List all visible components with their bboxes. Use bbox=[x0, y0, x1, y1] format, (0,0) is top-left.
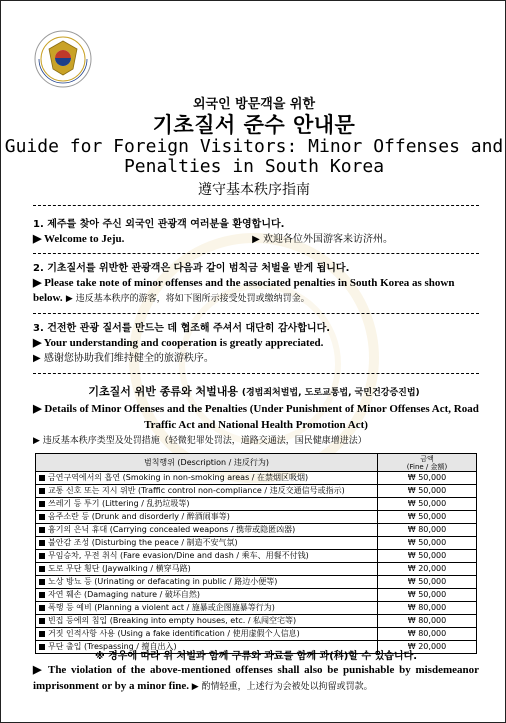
table-row bbox=[36, 589, 477, 602]
divider bbox=[33, 373, 479, 374]
header-offense: 범칙행위 (Description / 违反行为) bbox=[36, 454, 378, 472]
section-1-korean: 1. 제주를 찾아 주신 외국인 관광객 여러분을 환영합니다. bbox=[33, 219, 285, 230]
offense-description: 불안감 조성 (Disturbing the peace / 制造不安气氛) bbox=[48, 538, 238, 547]
details-heading-laws: (경범죄처벌법, 도로교통법, 국민건강증진법) bbox=[241, 388, 420, 398]
section-2-chinese: ▶ 违反基本秩序的游客，将如下图所示接受处罚或缴纳罚金。 bbox=[65, 294, 310, 304]
square-bullet-icon bbox=[39, 579, 45, 585]
square-bullet-icon bbox=[39, 475, 45, 481]
fine-amount: ₩ 50,000 bbox=[378, 498, 477, 511]
title-korean-line2: 기초질서 준수 안내문 bbox=[152, 113, 356, 137]
section-3-korean: 3. 건전한 관광 질서를 만드는 데 협조해 주셔서 대단히 감사합니다. bbox=[33, 323, 331, 334]
table-row bbox=[36, 472, 477, 485]
section-2-english: ▶ Please take note of minor offenses and the associated penalties in South Korea as shown below. bbox=[33, 277, 455, 304]
header-fine bbox=[378, 454, 477, 472]
table-row bbox=[36, 524, 477, 537]
details-heading-main: 기초질서 위반 종류와 처벌내용 bbox=[88, 385, 238, 398]
details-heading-korean bbox=[1, 383, 506, 399]
section-1-chinese: ▶ 欢迎各位外国游客来访济州。 bbox=[252, 234, 393, 245]
fine-amount: ₩ 50,000 bbox=[378, 511, 477, 524]
table-row bbox=[36, 537, 477, 550]
header-fine-korean: 금액 bbox=[420, 454, 434, 463]
fine-amount: ₩ 80,000 bbox=[378, 628, 477, 641]
section-2-korean: 2. 기초질서를 위반한 관광객은 다음과 같이 범칙금 처벌을 받게 됩니다. bbox=[33, 263, 350, 274]
offense-description: 흉기의 은닉 휴대 (Carrying concealed weapons / 携带或隐匿凶器) bbox=[48, 525, 296, 534]
fine-amount: ₩ 50,000 bbox=[378, 589, 477, 602]
offense-description: 무임승차, 무전 취식 (Fare evasion/Dine and dash / 乘车、用餐不付钱) bbox=[48, 551, 309, 560]
offense-description: 노상 방뇨 등 (Urinating or defacating in public / 路边小便等) bbox=[48, 577, 278, 586]
offense-description: 폭행 등 예비 (Planning a violent act / 施暴或企图施暴等行为) bbox=[48, 603, 275, 612]
fine-amount: ₩ 20,000 bbox=[378, 641, 477, 654]
square-bullet-icon bbox=[39, 540, 45, 546]
divider bbox=[33, 313, 479, 314]
offense-description: 빈집 등에의 침입 (Breaking into empty houses, etc. / 私闯空宅等) bbox=[48, 616, 297, 625]
offense-description: 거짓 인적사항 사용 (Using a fake identification / 使用虚假个人信息) bbox=[48, 629, 300, 638]
offense-description: 도로 무단 횡단 (Jaywalking / 横穿马路) bbox=[48, 564, 191, 573]
table-row bbox=[36, 628, 477, 641]
fine-amount: ₩ 50,000 bbox=[378, 472, 477, 485]
fines-table bbox=[35, 453, 477, 654]
fine-amount: ₩ 80,000 bbox=[378, 524, 477, 537]
square-bullet-icon bbox=[39, 514, 45, 520]
square-bullet-icon bbox=[39, 553, 45, 559]
table-row bbox=[36, 498, 477, 511]
fine-amount: ₩ 80,000 bbox=[378, 602, 477, 615]
square-bullet-icon bbox=[39, 501, 45, 507]
section-3-chinese: ▶ 感谢您协助我们维持健全的旅游秩序。 bbox=[33, 353, 214, 364]
fine-amount: ₩ 80,000 bbox=[378, 615, 477, 628]
offense-description: 쓰레기 등 투기 (Littering / 乱扔垃圾等) bbox=[48, 499, 190, 508]
divider bbox=[33, 253, 479, 254]
table-row bbox=[36, 615, 477, 628]
table-row bbox=[36, 602, 477, 615]
divider bbox=[33, 205, 479, 206]
fine-amount: ₩ 50,000 bbox=[378, 485, 477, 498]
offense-description: 교통 신호 또는 지시 위반 (Traffic control non-compliance / 违反交通信号或指示) bbox=[48, 486, 345, 495]
square-bullet-icon bbox=[39, 618, 45, 624]
table-header-row bbox=[36, 454, 477, 472]
header-fine-label: (Fine / 金额) bbox=[406, 462, 448, 471]
police-emblem-logo bbox=[33, 29, 93, 89]
section-1 bbox=[33, 217, 481, 247]
square-bullet-icon bbox=[39, 566, 45, 572]
section-2 bbox=[33, 261, 481, 307]
offense-description: 음주소란 등 (Drunk and disorderly / 醉酒闹事等) bbox=[48, 512, 230, 521]
section-3-english: ▶ Your understanding and cooperation is greatly appreciated. bbox=[33, 337, 324, 349]
offense-description: 자연 훼손 (Damaging nature / 破坏自然) bbox=[48, 590, 200, 599]
fine-amount: ₩ 50,000 bbox=[378, 550, 477, 563]
offense-description: 금연구역에서의 흡연 (Smoking in non-smoking areas / 在禁烟区吸烟) bbox=[48, 473, 309, 482]
section-1-english: ▶ Welcome to Jeju. bbox=[33, 233, 125, 245]
fine-amount: ₩ 50,000 bbox=[378, 576, 477, 589]
table-row bbox=[36, 576, 477, 589]
footer-note-english bbox=[33, 662, 479, 695]
offense-description: 무단 출입 (Trespassing / 擅自出入) bbox=[48, 642, 177, 651]
table-row bbox=[36, 563, 477, 576]
square-bullet-icon bbox=[39, 527, 45, 533]
square-bullet-icon bbox=[39, 592, 45, 598]
square-bullet-icon bbox=[39, 488, 45, 494]
fine-amount: ₩ 20,000 bbox=[378, 563, 477, 576]
title-english: Guide for Foreign Visitors: Minor Offenses and Penalties in South Korea bbox=[4, 136, 504, 177]
table-body bbox=[36, 472, 477, 654]
square-bullet-icon bbox=[39, 631, 45, 637]
title-chinese: 遵守基本秩序指南 bbox=[198, 182, 310, 198]
table-row bbox=[36, 485, 477, 498]
details-heading-english: ▶ Details of Minor Offenses and the Penalties (Under Punishment of Minor Offenses Act, Road Traffic Act and National Health Promotion Act) bbox=[33, 403, 479, 431]
section-3 bbox=[33, 321, 481, 366]
footer-english-text: ▶ The violation of the above-mentioned offenses shall also be punishable by misdemeanor imprisonment or by a minor fine. bbox=[33, 664, 479, 692]
title-korean-line1: 외국인 방문객을 위한 bbox=[192, 97, 316, 112]
footer-note-korean: ※ 경우에 따라 위 처벌과 함께 구류와 과료를 함께 과(科)할 수 있습니다. bbox=[94, 651, 418, 662]
details-heading-chinese: ▶ 违反基本秩序类型及处罚措施（轻微犯罪处罚法，道路交通法，国民健康增进法） bbox=[33, 436, 367, 446]
square-bullet-icon bbox=[39, 605, 45, 611]
table-row bbox=[36, 511, 477, 524]
fine-amount: ₩ 50,000 bbox=[378, 537, 477, 550]
footer-chinese-text: ▶ 酌情轻重，上述行为会被处以拘留或罚款。 bbox=[191, 682, 373, 692]
table-row bbox=[36, 550, 477, 563]
